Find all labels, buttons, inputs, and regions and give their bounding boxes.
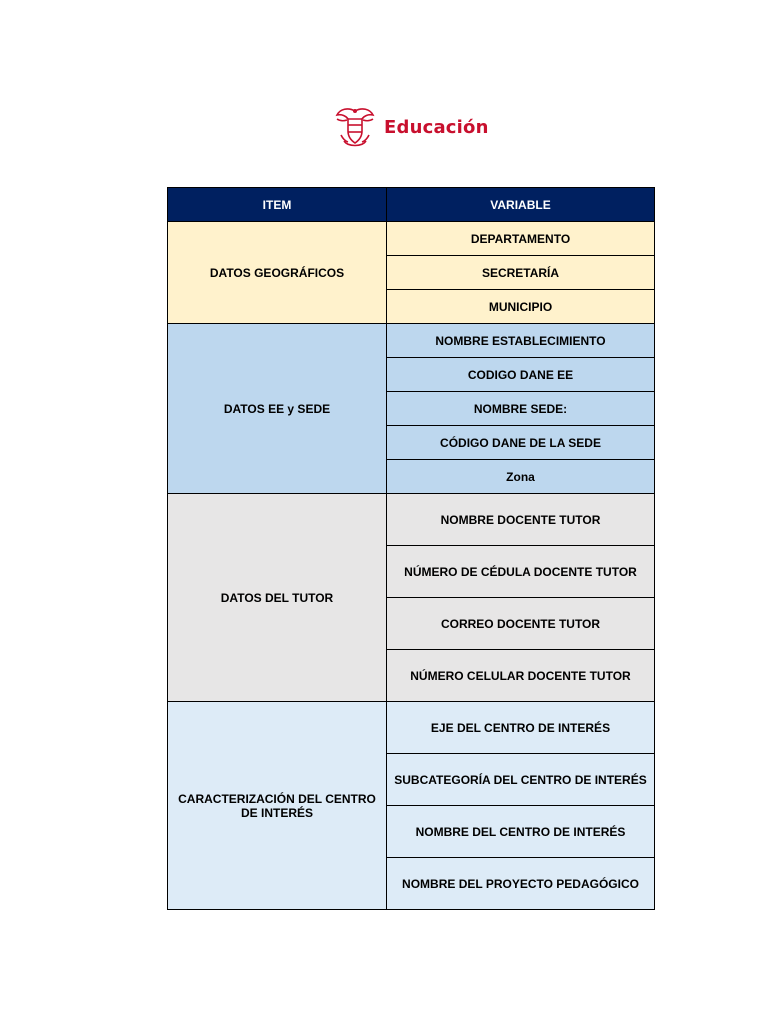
variable-cell: NOMBRE ESTABLECIMIENTO	[387, 324, 655, 358]
header-variable: VARIABLE	[387, 188, 655, 222]
variable-cell: NOMBRE DOCENTE TUTOR	[387, 494, 655, 546]
variable-cell: SUBCATEGORÍA DEL CENTRO DE INTERÉS	[387, 754, 655, 806]
table-row	[168, 222, 655, 256]
variable-cell: NOMBRE SEDE:	[387, 392, 655, 426]
variable-cell: NOMBRE DEL CENTRO DE INTERÉS	[387, 806, 655, 858]
variable-cell: NÚMERO CELULAR DOCENTE TUTOR	[387, 650, 655, 702]
variable-cell: SECRETARÍA	[387, 256, 655, 290]
table-header-row	[168, 188, 655, 222]
table-row	[168, 702, 655, 754]
variables-table	[167, 187, 655, 910]
item-datos-geograficos: DATOS GEOGRÁFICOS	[168, 222, 387, 324]
variable-cell: NOMBRE DEL PROYECTO PEDAGÓGICO	[387, 858, 655, 910]
variable-cell: CÓDIGO DANE DE LA SEDE	[387, 426, 655, 460]
table-row	[168, 494, 655, 546]
variable-cell: NÚMERO DE CÉDULA DOCENTE TUTOR	[387, 546, 655, 598]
item-caracterizacion: CARACTERIZACIÓN DEL CENTRO DE INTERÉS	[168, 702, 387, 910]
logo-text: Educación	[384, 116, 489, 138]
variable-cell: MUNICIPIO	[387, 290, 655, 324]
variable-cell: EJE DEL CENTRO DE INTERÉS	[387, 702, 655, 754]
header-item: ITEM	[168, 188, 387, 222]
variable-cell: Zona	[387, 460, 655, 494]
coat-of-arms-icon	[334, 105, 376, 149]
variable-cell: CORREO DOCENTE TUTOR	[387, 598, 655, 650]
table-row	[168, 324, 655, 358]
variable-cell: DEPARTAMENTO	[387, 222, 655, 256]
variable-cell: CODIGO DANE EE	[387, 358, 655, 392]
item-datos-ee-sede: DATOS EE y SEDE	[168, 324, 387, 494]
ministry-logo	[334, 105, 489, 149]
item-datos-tutor: DATOS DEL TUTOR	[168, 494, 387, 702]
